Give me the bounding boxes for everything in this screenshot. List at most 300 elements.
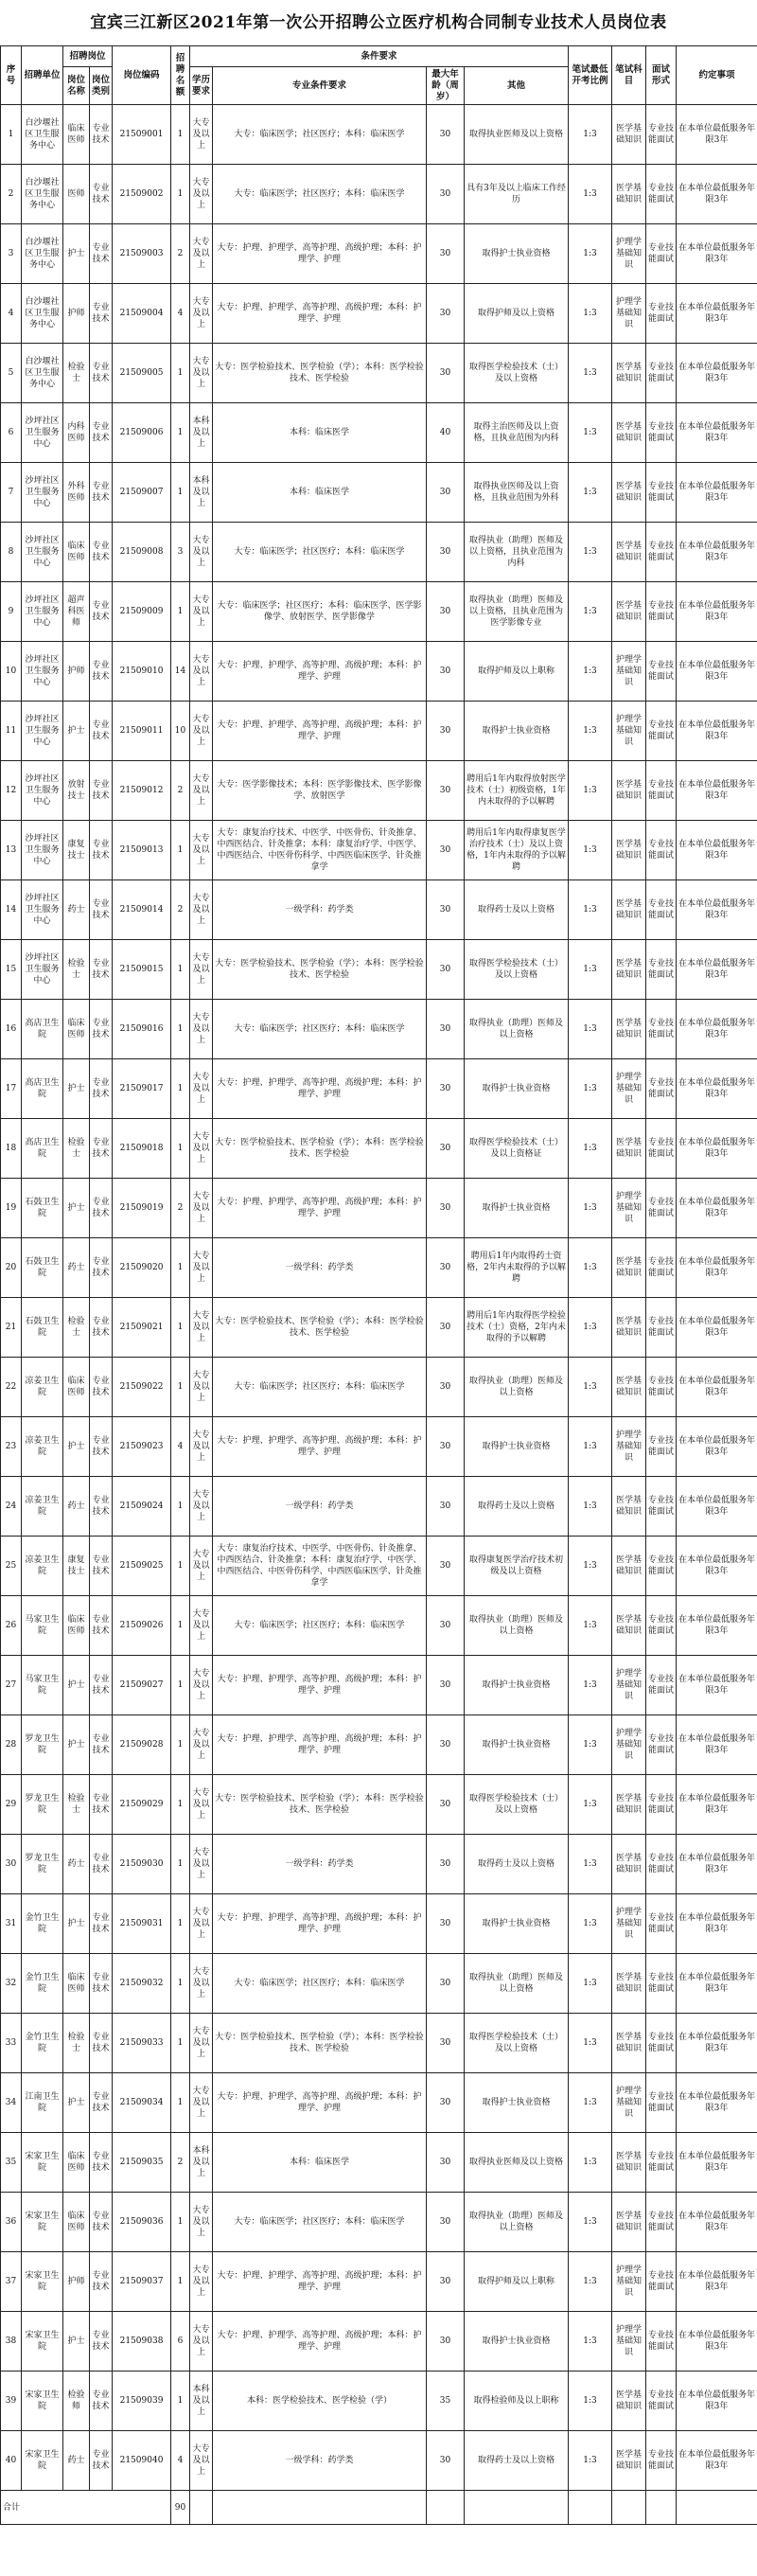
cell-other: 取得医学检验技术（士）及以上资格 — [465, 940, 569, 1000]
cell-ratio: 1:3 — [569, 224, 612, 284]
cell-exam-subject: 护理学基础知识 — [612, 1894, 646, 1954]
cell-count: 2 — [171, 761, 190, 821]
cell-max-age: 30 — [427, 1775, 465, 1835]
cell-max-age: 30 — [427, 1656, 465, 1715]
cell-count: 2 — [171, 224, 190, 284]
cell-major: 大专：护理、护理学、高等护理、高级护理；本科：护理学、护理 — [213, 1656, 427, 1715]
cell-unit: 沙坪社区卫生服务中心 — [22, 463, 63, 523]
cell-education: 大专及以上 — [190, 2252, 213, 2312]
cell-education: 大专及以上 — [190, 1894, 213, 1954]
header-max-age: 最大年龄（周岁） — [427, 67, 465, 105]
cell-major: 大专：护理、护理学、高等护理、高级护理；本科：护理学、护理 — [213, 1179, 427, 1238]
cell-max-age: 30 — [427, 582, 465, 642]
cell-education: 大专及以上 — [190, 1775, 213, 1835]
cell-seq: 23 — [1, 1417, 22, 1477]
cell-unit: 高店卫生院 — [22, 1000, 63, 1059]
table-row — [1, 1000, 757, 1059]
cell-education: 大专及以上 — [190, 940, 213, 1000]
cell-education: 大专及以上 — [190, 105, 213, 165]
cell-notes: 在本单位最低服务年限3年 — [677, 880, 757, 940]
cell-position-code: 21509033 — [113, 2014, 171, 2073]
cell-notes: 在本单位最低服务年限3年 — [677, 1835, 757, 1894]
cell-seq: 28 — [1, 1715, 22, 1775]
cell-other: 取得执业（助理）医师及以上资格，且执业范围为医学影像专业 — [465, 582, 569, 642]
table-row — [1, 1894, 757, 1954]
header-ratio: 笔试最低开考比例 — [569, 46, 612, 105]
cell-position-type: 专业技术 — [90, 1298, 113, 1358]
cell-unit: 沙坪社区卫生服务中心 — [22, 702, 63, 761]
cell-position-name: 药士 — [63, 2431, 90, 2491]
cell-notes: 在本单位最低服务年限3年 — [677, 702, 757, 761]
cell-other: 具有3年及以上临床工作经历 — [465, 165, 569, 224]
cell-position-code: 21509016 — [113, 1000, 171, 1059]
cell-seq: 21 — [1, 1298, 22, 1358]
cell-notes: 在本单位最低服务年限3年 — [677, 1477, 757, 1537]
cell-interview: 专业技能面试 — [646, 1954, 677, 2014]
cell-position-name: 药士 — [63, 1238, 90, 1298]
cell-notes: 在本单位最低服务年限3年 — [677, 463, 757, 523]
cell-major: 大专：护理、护理学、高等护理、高级护理；本科：护理学、护理 — [213, 2073, 427, 2133]
cell-position-name: 检验师 — [63, 2372, 90, 2431]
cell-exam-subject: 护理学基础知识 — [612, 642, 646, 702]
cell-notes: 在本单位最低服务年限3年 — [677, 284, 757, 344]
cell-unit: 白沙堰社区卫生服务中心 — [22, 105, 63, 165]
cell-notes: 在本单位最低服务年限3年 — [677, 344, 757, 403]
cell-notes: 在本单位最低服务年限3年 — [677, 1656, 757, 1715]
table-row — [1, 582, 757, 642]
cell-major: 大专：临床医学；社区医疗；本科：临床医学 — [213, 1000, 427, 1059]
cell-seq: 39 — [1, 2372, 22, 2431]
table-row — [1, 224, 757, 284]
cell-interview: 专业技能面试 — [646, 284, 677, 344]
cell-count: 1 — [171, 582, 190, 642]
cell-exam-subject: 医学基础知识 — [612, 1298, 646, 1358]
cell-position-type: 专业技术 — [90, 1417, 113, 1477]
cell-position-name: 临床医师 — [63, 1954, 90, 2014]
cell-education: 本科及以上 — [190, 2133, 213, 2193]
cell-interview: 专业技能面试 — [646, 2252, 677, 2312]
table-row — [1, 165, 757, 224]
cell-exam-subject: 医学基础知识 — [612, 105, 646, 165]
cell-position-name: 药士 — [63, 1835, 90, 1894]
cell-position-type: 专业技术 — [90, 2193, 113, 2252]
cell-ratio: 1:3 — [569, 1775, 612, 1835]
cell-count: 2 — [171, 1179, 190, 1238]
cell-major: 大专：护理、护理学、高等护理、高级护理；本科：护理学、护理 — [213, 642, 427, 702]
cell-education: 大专及以上 — [190, 1835, 213, 1894]
header-row-1 — [1, 46, 757, 67]
cell-education: 大专及以上 — [190, 1715, 213, 1775]
cell-position-type: 专业技术 — [90, 2431, 113, 2491]
cell-education: 本科及以上 — [190, 463, 213, 523]
cell-position-code: 21509022 — [113, 1358, 171, 1417]
cell-exam-subject: 医学基础知识 — [612, 2431, 646, 2491]
cell-major: 大专：护理、护理学、高等护理、高级护理；本科：护理学、护理 — [213, 1715, 427, 1775]
cell-position-code: 21509015 — [113, 940, 171, 1000]
cell-max-age: 30 — [427, 2312, 465, 2372]
cell-major: 大专：医学检验技术、医学检验（学）；本科：医学检验技术、医学检验 — [213, 940, 427, 1000]
cell-other: 取得执业（助理）医师及以上资格 — [465, 1954, 569, 2014]
cell-max-age: 30 — [427, 1298, 465, 1358]
total-row — [1, 2491, 757, 2525]
cell-unit: 沙坪社区卫生服务中心 — [22, 940, 63, 1000]
cell-position-code: 21509027 — [113, 1656, 171, 1715]
cell-other: 取得护师及以上职称 — [465, 642, 569, 702]
cell-seq: 4 — [1, 284, 22, 344]
cell-unit: 凉姜卫生院 — [22, 1417, 63, 1477]
cell-count: 4 — [171, 2431, 190, 2491]
cell-seq: 35 — [1, 2133, 22, 2193]
cell-education: 大专及以上 — [190, 702, 213, 761]
cell-max-age: 30 — [427, 2133, 465, 2193]
cell-seq: 3 — [1, 224, 22, 284]
cell-unit: 石鼓卫生院 — [22, 1298, 63, 1358]
cell-exam-subject: 护理学基础知识 — [612, 1179, 646, 1238]
cell-notes: 在本单位最低服务年限3年 — [677, 2312, 757, 2372]
cell-exam-subject: 医学基础知识 — [612, 1537, 646, 1596]
cell-other: 取得药士及以上资格 — [465, 880, 569, 940]
cell-position-name: 护士 — [63, 1715, 90, 1775]
cell-max-age: 30 — [427, 1537, 465, 1596]
cell-position-code: 21509038 — [113, 2312, 171, 2372]
cell-interview: 专业技能面试 — [646, 2312, 677, 2372]
cell-position-code: 21509002 — [113, 165, 171, 224]
cell-position-type: 专业技术 — [90, 2312, 113, 2372]
cell-interview: 专业技能面试 — [646, 1477, 677, 1537]
cell-position-name: 放射技士 — [63, 761, 90, 821]
cell-other: 取得药士及以上资格 — [465, 1477, 569, 1537]
cell-education: 大专及以上 — [190, 1417, 213, 1477]
header-seq: 序号 — [1, 46, 22, 105]
cell-position-code: 21509040 — [113, 2431, 171, 2491]
cell-position-type: 专业技术 — [90, 821, 113, 880]
cell-interview: 专业技能面试 — [646, 2431, 677, 2491]
cell-count: 1 — [171, 2073, 190, 2133]
cell-max-age: 30 — [427, 2431, 465, 2491]
cell-other: 取得护士执业资格 — [465, 1417, 569, 1477]
cell-exam-subject: 医学基础知识 — [612, 1477, 646, 1537]
cell-count: 1 — [171, 1715, 190, 1775]
total-empty-subject — [612, 2491, 646, 2525]
cell-unit: 马家卫生院 — [22, 1596, 63, 1656]
cell-position-name: 护士 — [63, 702, 90, 761]
cell-position-code: 21509013 — [113, 821, 171, 880]
cell-seq: 26 — [1, 1596, 22, 1656]
cell-unit: 金竹卫生院 — [22, 1954, 63, 2014]
cell-other: 取得护士执业资格 — [465, 1059, 569, 1119]
cell-interview: 专业技能面试 — [646, 1537, 677, 1596]
cell-exam-subject: 医学基础知识 — [612, 1835, 646, 1894]
cell-unit: 马家卫生院 — [22, 1656, 63, 1715]
cell-count: 2 — [171, 2133, 190, 2193]
cell-notes: 在本单位最低服务年限3年 — [677, 2193, 757, 2252]
cell-unit: 罗龙卫生院 — [22, 1715, 63, 1775]
cell-max-age: 30 — [427, 165, 465, 224]
total-count: 90 — [171, 2491, 190, 2525]
cell-position-code: 21509021 — [113, 1298, 171, 1358]
table-row — [1, 761, 757, 821]
cell-major: 本科：临床医学 — [213, 463, 427, 523]
cell-ratio: 1:3 — [569, 1596, 612, 1656]
cell-seq: 9 — [1, 582, 22, 642]
cell-count: 1 — [171, 1537, 190, 1596]
cell-other: 取得执业医师及以上资格，且执业范围为外科 — [465, 463, 569, 523]
cell-position-type: 专业技术 — [90, 1954, 113, 2014]
cell-position-type: 专业技术 — [90, 1596, 113, 1656]
cell-position-code: 21509030 — [113, 1835, 171, 1894]
cell-unit: 宋家卫生院 — [22, 2252, 63, 2312]
cell-position-type: 专业技术 — [90, 642, 113, 702]
cell-position-type: 专业技术 — [90, 2014, 113, 2073]
cell-count: 1 — [171, 1000, 190, 1059]
cell-interview: 专业技能面试 — [646, 523, 677, 582]
total-label: 合计 — [1, 2491, 171, 2525]
cell-ratio: 1:3 — [569, 1179, 612, 1238]
cell-other: 取得执业（助理）医师及以上资格 — [465, 1000, 569, 1059]
cell-notes: 在本单位最低服务年限3年 — [677, 1715, 757, 1775]
cell-unit: 罗龙卫生院 — [22, 1775, 63, 1835]
cell-max-age: 30 — [427, 940, 465, 1000]
table-row — [1, 821, 757, 880]
cell-max-age: 30 — [427, 2193, 465, 2252]
cell-count: 14 — [171, 642, 190, 702]
cell-other: 取得医学检验技术（士）及以上资格证 — [465, 1119, 569, 1179]
table-row — [1, 940, 757, 1000]
cell-interview: 专业技能面试 — [646, 1358, 677, 1417]
cell-interview: 专业技能面试 — [646, 1894, 677, 1954]
cell-notes: 在本单位最低服务年限3年 — [677, 1358, 757, 1417]
cell-notes: 在本单位最低服务年限3年 — [677, 761, 757, 821]
cell-unit: 罗龙卫生院 — [22, 1835, 63, 1894]
cell-other: 取得康复医学治疗技术初级及以上资格 — [465, 1537, 569, 1596]
cell-position-code: 21509006 — [113, 403, 171, 463]
document-title: 宜宾三江新区2021年第一次公开招聘公立医疗机构合同制专业技术人员岗位表 — [90, 13, 667, 32]
cell-exam-subject: 医学基础知识 — [612, 1119, 646, 1179]
cell-max-age: 35 — [427, 2372, 465, 2431]
cell-position-name: 临床医师 — [63, 105, 90, 165]
cell-notes: 在本单位最低服务年限3年 — [677, 642, 757, 702]
cell-position-name: 护师 — [63, 2252, 90, 2312]
cell-max-age: 30 — [427, 2073, 465, 2133]
cell-ratio: 1:3 — [569, 1298, 612, 1358]
cell-ratio: 1:3 — [569, 1894, 612, 1954]
total-empty-age — [427, 2491, 465, 2525]
cell-seq: 5 — [1, 344, 22, 403]
cell-count: 4 — [171, 1417, 190, 1477]
cell-count: 1 — [171, 105, 190, 165]
cell-position-type: 专业技术 — [90, 1238, 113, 1298]
cell-position-type: 专业技术 — [90, 2073, 113, 2133]
cell-interview: 专业技能面试 — [646, 702, 677, 761]
cell-seq: 22 — [1, 1358, 22, 1417]
cell-interview: 专业技能面试 — [646, 940, 677, 1000]
cell-exam-subject: 医学基础知识 — [612, 165, 646, 224]
table-row — [1, 1358, 757, 1417]
cell-count: 1 — [171, 463, 190, 523]
cell-seq: 14 — [1, 880, 22, 940]
cell-ratio: 1:3 — [569, 284, 612, 344]
cell-major: 大专：临床医学；社区医疗；本科：临床医学、医学影像学、放射医学、医学影像学 — [213, 582, 427, 642]
table-row — [1, 1775, 757, 1835]
cell-count: 6 — [171, 2312, 190, 2372]
total-empty-major — [213, 2491, 427, 2525]
cell-max-age: 30 — [427, 821, 465, 880]
cell-other: 取得护士执业资格 — [465, 702, 569, 761]
cell-position-name: 康复技士 — [63, 821, 90, 880]
cell-max-age: 30 — [427, 642, 465, 702]
cell-ratio: 1:3 — [569, 1119, 612, 1179]
cell-notes: 在本单位最低服务年限3年 — [677, 1179, 757, 1238]
header-interview: 面试形式 — [646, 46, 677, 105]
cell-unit: 凉姜卫生院 — [22, 1537, 63, 1596]
cell-major: 大专：护理、护理学、高等护理、高级护理；本科：护理学、护理 — [213, 1059, 427, 1119]
cell-position-name: 超声科医师 — [63, 582, 90, 642]
header-other: 其他 — [465, 67, 569, 105]
cell-notes: 在本单位最低服务年限3年 — [677, 1417, 757, 1477]
cell-notes: 在本单位最低服务年限3年 — [677, 403, 757, 463]
cell-position-name: 检验士 — [63, 1119, 90, 1179]
cell-unit: 白沙堰社区卫生服务中心 — [22, 284, 63, 344]
cell-max-age: 30 — [427, 284, 465, 344]
cell-position-code: 21509019 — [113, 1179, 171, 1238]
cell-seq: 37 — [1, 2252, 22, 2312]
cell-seq: 33 — [1, 2014, 22, 2073]
cell-ratio: 1:3 — [569, 2312, 612, 2372]
cell-position-code: 21509028 — [113, 1715, 171, 1775]
cell-notes: 在本单位最低服务年限3年 — [677, 1119, 757, 1179]
cell-other: 聘用后1年内取得放射医学技术（士）初级资格，1年内未取得的予以解聘 — [465, 761, 569, 821]
cell-position-code: 21509029 — [113, 1775, 171, 1835]
cell-notes: 在本单位最低服务年限3年 — [677, 2133, 757, 2193]
cell-exam-subject: 医学基础知识 — [612, 1775, 646, 1835]
cell-position-type: 专业技术 — [90, 702, 113, 761]
cell-seq: 40 — [1, 2431, 22, 2491]
cell-exam-subject: 医学基础知识 — [612, 761, 646, 821]
cell-position-name: 检验士 — [63, 2014, 90, 2073]
table-row — [1, 344, 757, 403]
cell-position-name: 外科医师 — [63, 463, 90, 523]
cell-exam-subject: 护理学基础知识 — [612, 284, 646, 344]
cell-notes: 在本单位最低服务年限3年 — [677, 821, 757, 880]
cell-position-name: 内科医师 — [63, 403, 90, 463]
cell-max-age: 30 — [427, 2252, 465, 2312]
cell-exam-subject: 医学基础知识 — [612, 2372, 646, 2431]
cell-position-name: 护师 — [63, 284, 90, 344]
cell-ratio: 1:3 — [569, 1954, 612, 2014]
cell-count: 1 — [171, 1596, 190, 1656]
cell-other: 取得药士及以上资格 — [465, 2431, 569, 2491]
cell-exam-subject: 医学基础知识 — [612, 344, 646, 403]
cell-education: 本科及以上 — [190, 2372, 213, 2431]
cell-interview: 专业技能面试 — [646, 2133, 677, 2193]
table-row — [1, 1596, 757, 1656]
cell-ratio: 1:3 — [569, 1000, 612, 1059]
cell-position-name: 护士 — [63, 2312, 90, 2372]
cell-count: 1 — [171, 1238, 190, 1298]
cell-count: 1 — [171, 344, 190, 403]
cell-position-code: 21509014 — [113, 880, 171, 940]
cell-max-age: 30 — [427, 463, 465, 523]
cell-interview: 专业技能面试 — [646, 344, 677, 403]
cell-max-age: 30 — [427, 2014, 465, 2073]
cell-major: 大专：护理、护理学、高等护理、高级护理；本科：护理学、护理 — [213, 702, 427, 761]
cell-notes: 在本单位最低服务年限3年 — [677, 2431, 757, 2491]
cell-major: 大专：医学检验技术、医学检验（学）；本科：医学检验技术、医学检验 — [213, 2014, 427, 2073]
cell-position-name: 护师 — [63, 642, 90, 702]
cell-other: 取得执业（助理）医师及以上资格 — [465, 1596, 569, 1656]
cell-position-code: 21509018 — [113, 1119, 171, 1179]
cell-position-name: 临床医师 — [63, 2133, 90, 2193]
cell-exam-subject: 医学基础知识 — [612, 880, 646, 940]
cell-count: 1 — [171, 2193, 190, 2252]
cell-major: 大专：康复治疗技术、中医学、中医骨伤、针灸推拿、中西医结合、针灸推拿；本科：康复治疗学、中医学、中西医结合、中医骨伤科学、中西医临床医学、针灸推拿学 — [213, 1537, 427, 1596]
cell-seq: 10 — [1, 642, 22, 702]
cell-position-type: 专业技术 — [90, 1000, 113, 1059]
cell-ratio: 1:3 — [569, 1835, 612, 1894]
cell-count: 3 — [171, 523, 190, 582]
table-row — [1, 2133, 757, 2193]
cell-seq: 2 — [1, 165, 22, 224]
cell-count: 1 — [171, 1298, 190, 1358]
cell-count: 4 — [171, 284, 190, 344]
cell-other: 取得护士执业资格 — [465, 1656, 569, 1715]
cell-other: 聘用后1年内取得医学检验技术（士）资格，2年内未取得的予以解聘 — [465, 1298, 569, 1358]
table-row — [1, 880, 757, 940]
cell-position-name: 检验士 — [63, 940, 90, 1000]
cell-position-name: 药士 — [63, 880, 90, 940]
cell-interview: 专业技能面试 — [646, 2193, 677, 2252]
cell-position-code: 21509025 — [113, 1537, 171, 1596]
cell-education: 大专及以上 — [190, 1119, 213, 1179]
header-position-type: 岗位类别 — [90, 67, 113, 105]
cell-position-code: 21509024 — [113, 1477, 171, 1537]
cell-education: 大专及以上 — [190, 642, 213, 702]
cell-education: 大专及以上 — [190, 582, 213, 642]
cell-other: 取得检验师及以上职称 — [465, 2372, 569, 2431]
cell-interview: 专业技能面试 — [646, 463, 677, 523]
cell-position-name: 临床医师 — [63, 1358, 90, 1417]
cell-education: 大专及以上 — [190, 1477, 213, 1537]
cell-unit: 沙坪社区卫生服务中心 — [22, 523, 63, 582]
cell-count: 1 — [171, 1775, 190, 1835]
cell-exam-subject: 医学基础知识 — [612, 1358, 646, 1417]
cell-notes: 在本单位最低服务年限3年 — [677, 1000, 757, 1059]
cell-ratio: 1:3 — [569, 1417, 612, 1477]
cell-count: 1 — [171, 1894, 190, 1954]
cell-major: 大专：护理、护理学、高等护理、高级护理；本科：护理学、护理 — [213, 224, 427, 284]
cell-seq: 32 — [1, 1954, 22, 2014]
cell-unit: 宋家卫生院 — [22, 2193, 63, 2252]
cell-ratio: 1:3 — [569, 523, 612, 582]
cell-unit: 金竹卫生院 — [22, 1894, 63, 1954]
table-row — [1, 463, 757, 523]
cell-exam-subject: 医学基础知识 — [612, 2193, 646, 2252]
cell-unit: 凉姜卫生院 — [22, 1358, 63, 1417]
cell-position-code: 21509032 — [113, 1954, 171, 2014]
cell-seq: 16 — [1, 1000, 22, 1059]
cell-exam-subject: 医学基础知识 — [612, 2133, 646, 2193]
cell-notes: 在本单位最低服务年限3年 — [677, 1537, 757, 1596]
cell-position-name: 医师 — [63, 165, 90, 224]
cell-major: 大专：护理、护理学、高等护理、高级护理；本科：护理学、护理 — [213, 284, 427, 344]
header-conditions: 条件要求 — [190, 46, 569, 67]
cell-seq: 6 — [1, 403, 22, 463]
cell-max-age: 30 — [427, 1596, 465, 1656]
cell-other: 取得护士执业资格 — [465, 2312, 569, 2372]
cell-count: 1 — [171, 1059, 190, 1119]
cell-other: 取得护士执业资格 — [465, 1894, 569, 1954]
cell-count: 10 — [171, 702, 190, 761]
